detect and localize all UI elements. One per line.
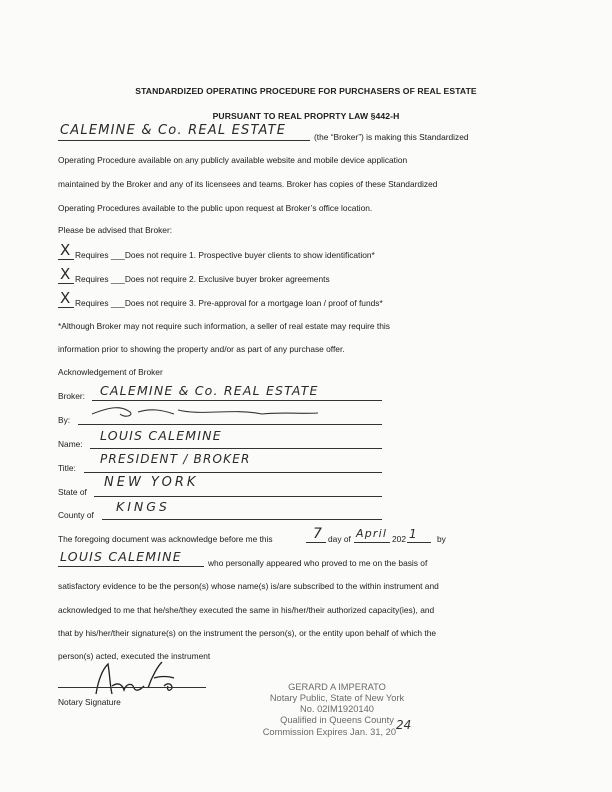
field-label: State of (58, 487, 87, 497)
intro-line-1: (the “Broker”) is making this Standardized (314, 132, 469, 142)
field-underline (84, 472, 382, 473)
field-value: LOUIS CALEMINE (100, 428, 222, 443)
person-underline (58, 566, 204, 567)
stamp-line-5-text: Commission Expires Jan. 31, 20 (262, 727, 397, 737)
stamp-line-3: No. 02IM1920140 (300, 704, 374, 714)
checkmark-x-icon: X (60, 241, 71, 259)
notary-line-1a: The foregoing document was acknowledge before me this (58, 534, 273, 544)
acknowledgement-heading: Acknowledgement of Broker (58, 367, 163, 377)
intro-line-3: maintained by the Broker and any of its licensees and teams. Broker has copies of these Standardized (58, 179, 438, 189)
document-title: STANDARDIZED OPERATING PROCEDURE FOR PURCHASERS OF REAL ESTATE (135, 86, 477, 96)
field-value: NEW YORK (104, 475, 199, 490)
field-label: By: (58, 415, 71, 425)
note-line-2: information prior to showing the property and/or as part of any purchase offer. (58, 344, 345, 354)
field-value: PRESIDENT / BROKER (100, 452, 251, 466)
advised-line: Please be advised that Broker: (58, 225, 173, 235)
signature-label: Notary Signature (58, 697, 121, 707)
mark-underline (58, 259, 74, 260)
day-underline (306, 542, 326, 543)
broker-signature-icon (82, 402, 322, 424)
stamp-line-1: GERARD A IMPERATO (288, 682, 386, 692)
field-underline (94, 496, 382, 497)
signature-line (58, 687, 206, 688)
notary-year-prefix: 202 (392, 534, 406, 544)
notary-line-4: acknowledged to me that he/she/they executed the same in his/her/their authorized capacity(ies), and (58, 605, 435, 615)
notary-line-6: person(s) acted, executed the instrument (58, 651, 211, 661)
notary-signature-icon (88, 656, 198, 700)
notary-line-5: that by his/her/their signature(s) on the instrument the person(s), or the entity upon behalf of which the (58, 628, 437, 638)
mark-underline (58, 307, 74, 308)
notary-line-1c: by (437, 534, 446, 544)
field-label: Broker: (58, 391, 85, 401)
intro-line-4: Operating Procedures available to the public upon request at Broker’s office location. (58, 203, 373, 213)
broker-name-underline (58, 140, 310, 141)
notary-stamp (252, 682, 422, 738)
requirement-text: Requires ___Does not require 2. Exclusive buyer broker agreements (75, 274, 330, 284)
field-underline (78, 424, 382, 425)
year-underline (407, 542, 431, 543)
intro-line-2: Operating Procedure available on any publicly available website and mobile device application (58, 155, 408, 165)
field-underline (92, 400, 382, 401)
checkmark-x-icon: X (60, 265, 71, 283)
stamp-year-handwritten: 24 (396, 718, 412, 732)
field-label: County of (58, 510, 94, 520)
notary-line-1b: day of (328, 534, 351, 544)
note-line-1: *Although Broker may not require such information, a seller of real estate may require this (58, 321, 390, 331)
requirement-text: Requires ___Does not require 1. Prospective buyer clients to show identification* (75, 250, 375, 260)
notary-line-2: who personally appeared who proved to me on the basis of (208, 558, 428, 568)
field-label: Title: (58, 463, 76, 473)
broker-name-handwritten: CALEMINE & Co. REAL ESTATE (60, 123, 287, 138)
field-value: CALEMINE & Co. REAL ESTATE (100, 383, 319, 398)
notary-month: April (356, 527, 388, 540)
document-subtitle: PURSUANT TO REAL PROPRTY LAW §442-H (212, 111, 400, 121)
month-underline (354, 542, 390, 543)
notary-line-3: satisfactory evidence to be the person(s) whose name(s) is/are subscribed to the within instrument and (58, 581, 439, 591)
notary-person: LOUIS CALEMINE (60, 549, 182, 564)
mark-underline (58, 283, 74, 284)
requirement-text: Requires ___Does not require 3. Pre-approval for a mortgage loan / proof of funds* (75, 298, 383, 308)
notary-day: 7 (313, 526, 324, 542)
field-underline (90, 448, 382, 449)
checkmark-x-icon: X (60, 289, 71, 307)
stamp-line-2: Notary Public, State of New York (269, 693, 405, 703)
stamp-line-4: Qualified in Queens County (280, 715, 394, 725)
field-underline (102, 519, 382, 520)
field-label: Name: (58, 439, 83, 449)
field-value: KINGS (116, 499, 170, 514)
notary-year-suffix: 1 (409, 527, 418, 541)
